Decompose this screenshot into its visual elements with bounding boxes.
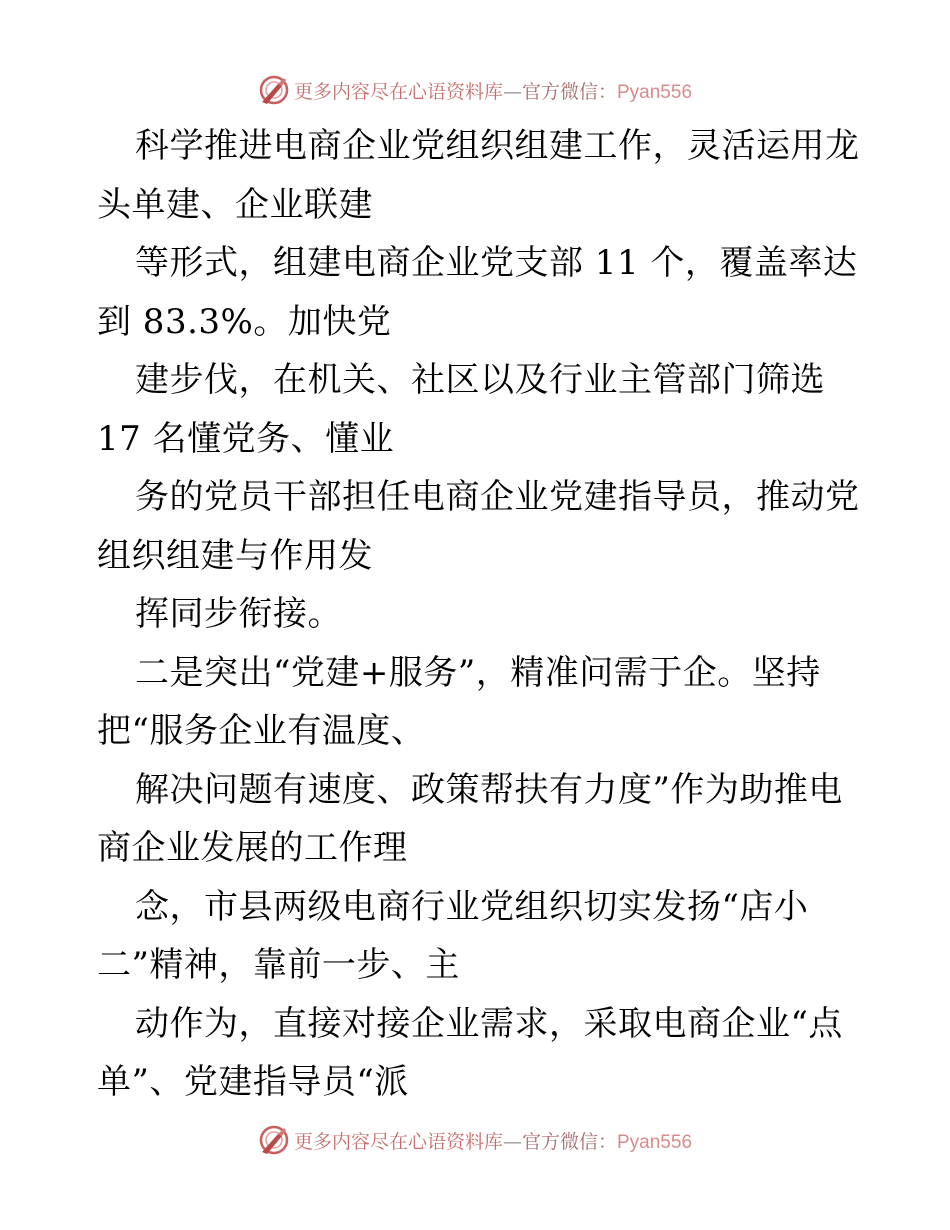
footer-watermark xyxy=(0,1120,950,1160)
text-line: 动作为，直接对接企业需求，采取电商企业“点 xyxy=(135,1003,843,1044)
text-line: 念，市县两级电商行业党组织切实发扬“店小 xyxy=(135,886,809,927)
text-line: 等形式，组建电商企业党支部 11 个，覆盖率达 xyxy=(135,243,858,283)
text-line: 到 83.3%。加快党 xyxy=(97,301,392,342)
text-line: 二是突出“党建+服务”，精准问需于企。坚持 xyxy=(135,652,821,693)
watermark-brand: 更多内容尽在心语资料库 xyxy=(293,80,503,103)
text-line: 把“服务企业有温度、 xyxy=(97,711,426,751)
watermark-account: Pyan556 xyxy=(617,1131,693,1153)
text-line: 科学推进电商企业党组织组建工作，灵活运用龙 xyxy=(135,126,860,166)
text-line: 解决问题有速度、政策帮扶有力度”作为助推电 xyxy=(135,769,843,810)
text-line: 二”精神，靠前一步、主 xyxy=(97,945,460,985)
watermark-dash: — xyxy=(502,80,522,103)
text-line: 组织组建与作用发 xyxy=(97,535,373,576)
watermark-wechat-label: 官方微信： xyxy=(521,80,617,103)
text-line: 17 名懂党务、懂业 xyxy=(97,418,395,459)
watermark-brand: 更多内容尽在心语资料库 xyxy=(293,1130,503,1153)
watermark-account: Pyan556 xyxy=(617,81,693,103)
pen-logo-icon xyxy=(258,1124,290,1156)
text-line: 头单建、企业联建 xyxy=(97,184,373,225)
text-line: 挥同步衔接。 xyxy=(135,594,342,634)
text-line: 务的党员干部担任电商企业党建指导员，推动党 xyxy=(135,477,860,517)
text-line: 商企业发展的工作理 xyxy=(97,828,408,868)
header-watermark xyxy=(0,70,950,110)
watermark-dash: — xyxy=(502,1130,522,1153)
watermark-text xyxy=(294,1127,692,1154)
pen-logo-icon xyxy=(258,74,290,106)
text-line: 建步伐，在机关、社区以及行业主管部门筛选 xyxy=(135,360,825,400)
text-line: 单”、党建指导员“派 xyxy=(97,1062,409,1102)
watermark-text xyxy=(294,77,692,104)
document-body xyxy=(97,117,860,1112)
watermark-wechat-label: 官方微信： xyxy=(521,1130,617,1153)
